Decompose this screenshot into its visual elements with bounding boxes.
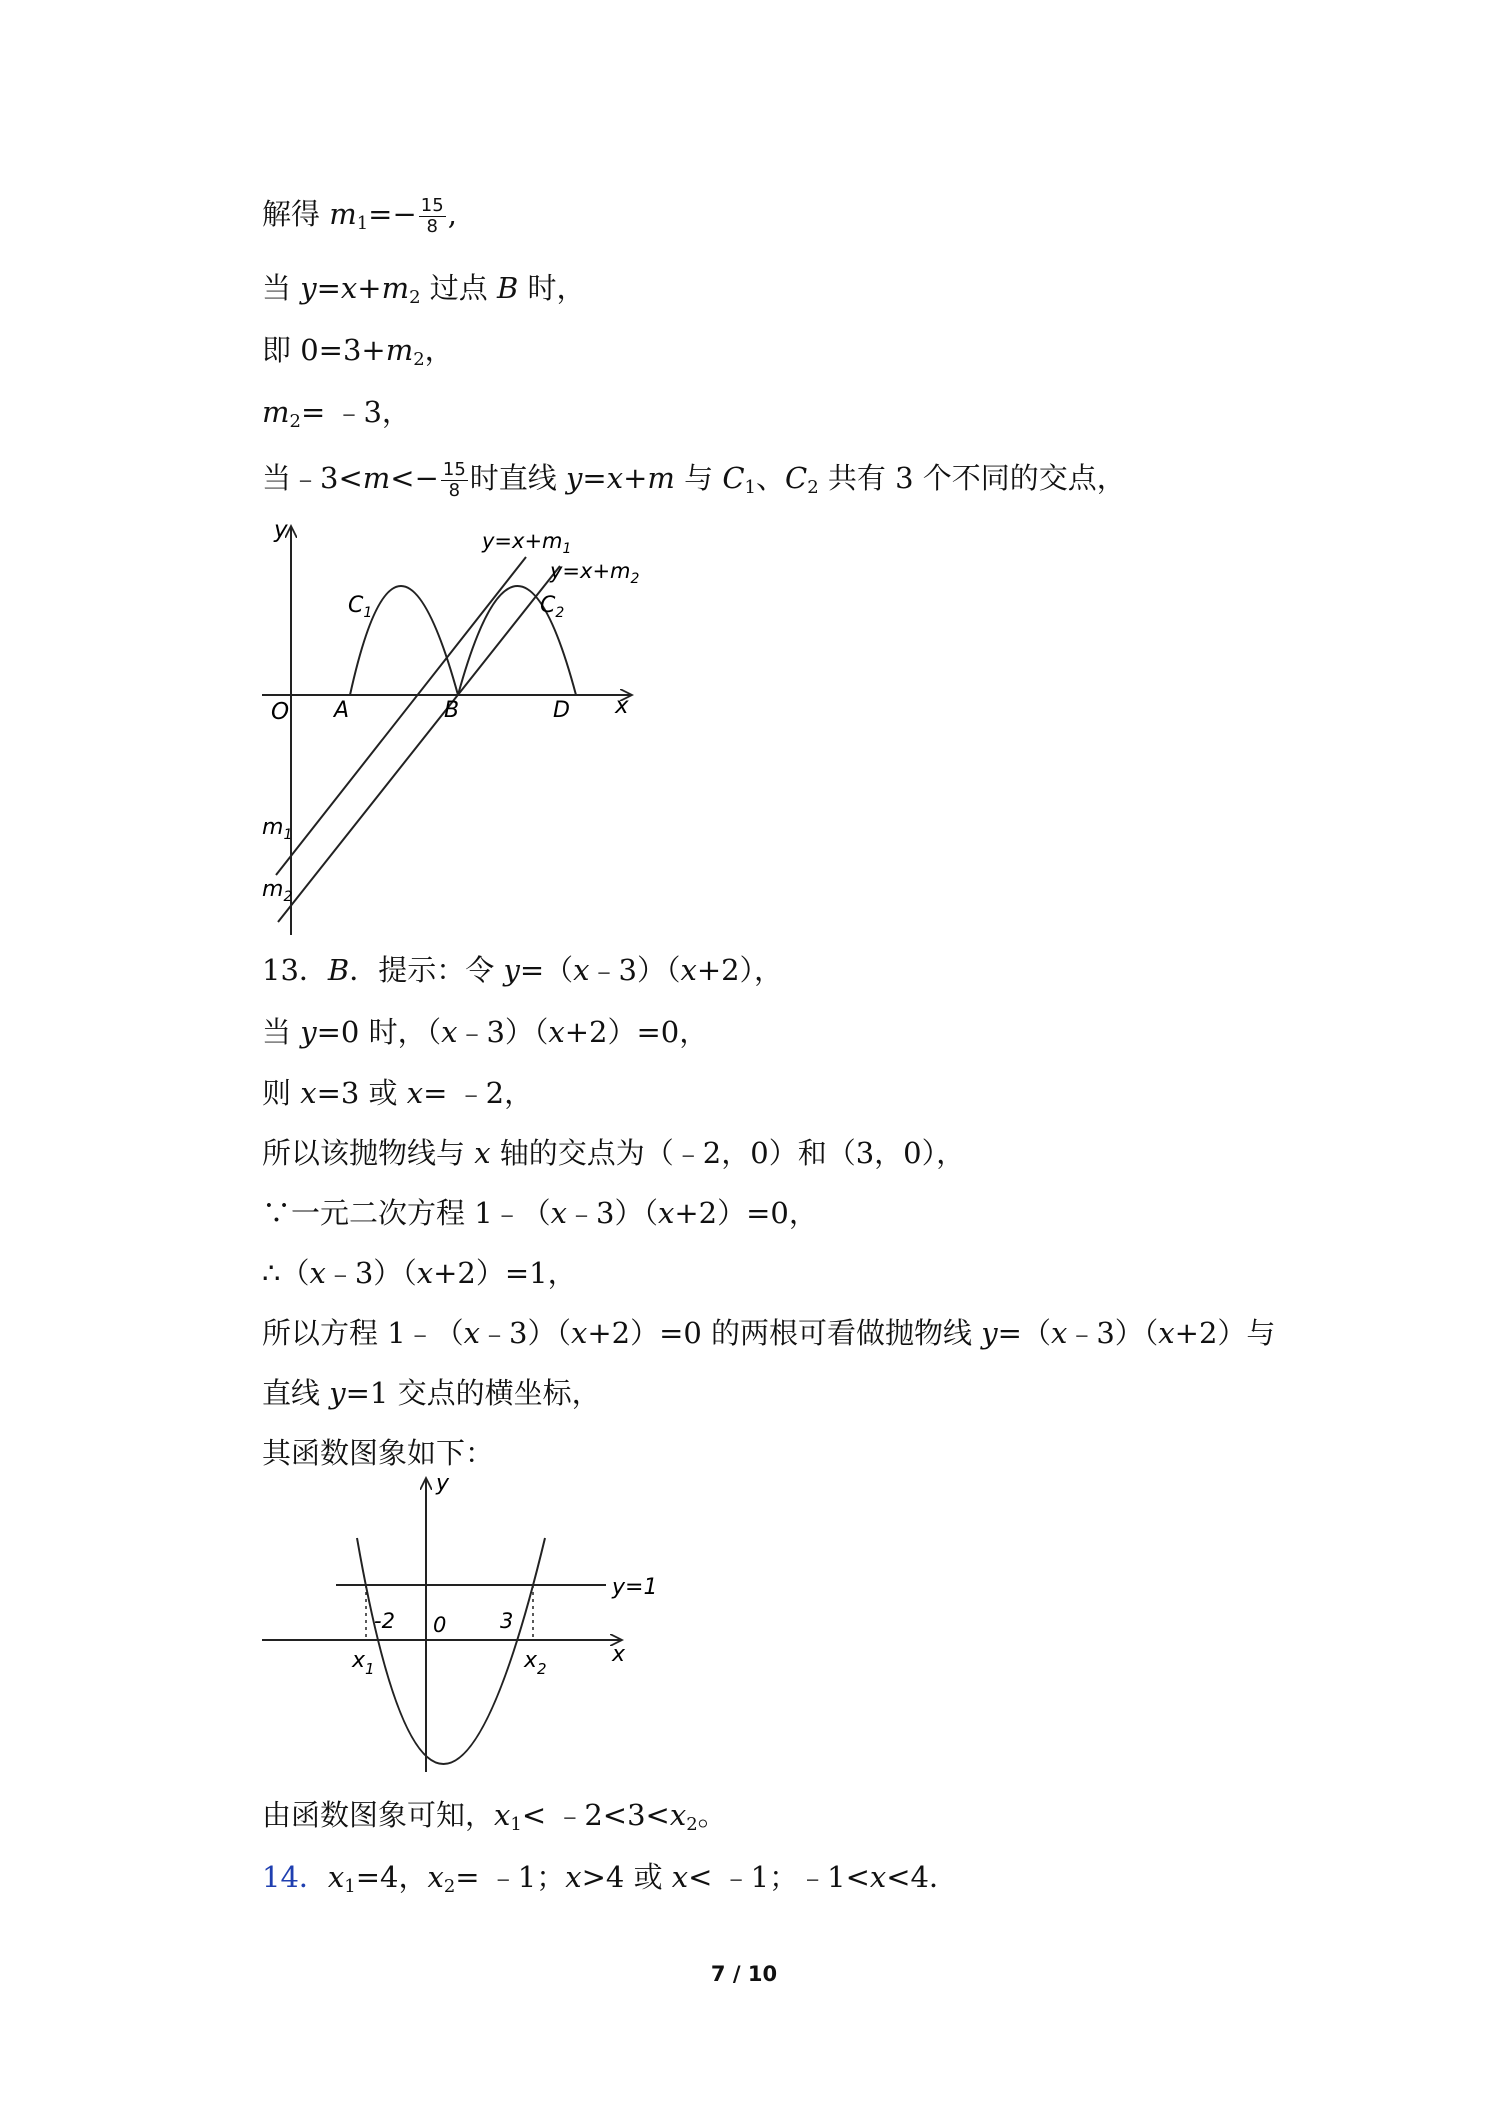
text: 时直线 (469, 461, 566, 495)
var-x: x (463, 1316, 481, 1350)
text: < ﹣1；﹣1< (688, 1860, 870, 1894)
text: 、 (755, 461, 785, 495)
text: 当 (262, 271, 301, 305)
text: ﹣3）（ (1067, 1316, 1159, 1350)
text: +2）与 (1174, 1316, 1276, 1350)
text: = (368, 197, 393, 231)
var-m: m (329, 197, 357, 231)
text: 过点 (420, 271, 497, 305)
text-line-15 (262, 1795, 727, 1845)
text: = ﹣1； (455, 1860, 566, 1894)
text: 。 (697, 1798, 727, 1832)
var-x: x (869, 1860, 887, 1894)
var-y: y (566, 461, 583, 495)
subscript: 2 (409, 287, 421, 308)
subscript: 2 (289, 411, 301, 432)
var-m: m (385, 333, 414, 367)
text: ﹣3）（ (457, 1015, 549, 1049)
fraction (419, 196, 446, 237)
subscript: 2 (686, 1814, 698, 1835)
text-line-2 (262, 268, 586, 318)
text-line-8 (262, 1073, 533, 1113)
text: +2）=0， (674, 1196, 818, 1230)
label-m1: $m_1$ (262, 815, 293, 843)
var-b: B (496, 271, 519, 305)
var-x: x (1158, 1316, 1175, 1350)
text: 13． (262, 953, 328, 987)
text-line-13 (262, 1373, 601, 1413)
text-line-1 (262, 194, 457, 244)
label-point-b: B (444, 698, 460, 723)
text: ∴（ (262, 1256, 310, 1290)
label-line-m2: $y=x+m_2$ (550, 559, 640, 587)
var-x: x (1050, 1316, 1068, 1350)
label-m2: $m_2$ (262, 877, 293, 905)
text: 所以该抛物线与 (262, 1136, 475, 1170)
var-y: y (981, 1316, 998, 1350)
text: ﹣3）（ (589, 953, 681, 987)
text: 与 (674, 461, 723, 495)
var-x: x (309, 1256, 326, 1290)
label-curve-c2: $C_2$ (540, 593, 565, 621)
var-m: m (647, 461, 675, 495)
label-x-axis: x (615, 693, 629, 719)
page-number: 7 / 10 (710, 1962, 778, 1986)
text-line-16 (262, 1857, 958, 1907)
text: 直线 (262, 1376, 330, 1410)
var-x: x (427, 1860, 444, 1894)
var-y: y (300, 271, 317, 305)
text: 即 0=3+ (262, 333, 386, 367)
text-line-7 (262, 1012, 708, 1052)
var-x: x (300, 1076, 317, 1110)
text: 由函数图象可知， (262, 1798, 495, 1832)
var-c: C (722, 461, 745, 495)
text-line-6 (262, 950, 783, 990)
text: ﹣3）（ (480, 1316, 571, 1350)
text: ．提示：令 (349, 953, 504, 987)
var-m: m (262, 395, 290, 429)
label-x2: $x_2$ (524, 1648, 547, 1678)
subscript: 1 (344, 1876, 356, 1897)
label-line-m1: $y=x+m_1$ (482, 529, 572, 557)
subscript: 1 (356, 213, 369, 234)
curve-c1 (350, 586, 458, 695)
text: +2）=0 的两根可看做抛物线 (587, 1316, 982, 1350)
text: + (357, 271, 382, 305)
fraction-numerator: 15 (442, 458, 466, 480)
var-x: x (680, 953, 697, 987)
text: 当﹣3< (262, 461, 363, 495)
text: 当 (262, 1015, 301, 1049)
line-y-x-m2 (278, 566, 560, 922)
label-curve-c1: $C_1$ (348, 593, 373, 621)
var-x: x (671, 1860, 689, 1894)
text: =4， (355, 1860, 428, 1894)
text-line-11 (262, 1253, 577, 1293)
var-y: y (503, 953, 520, 987)
tick-0: 0 (433, 1613, 447, 1637)
text: 时， (518, 271, 586, 305)
fraction-denominator: 8 (448, 479, 461, 501)
text: +2）， (696, 953, 784, 987)
text: =（ (997, 1316, 1051, 1350)
label-point-a: A (334, 698, 350, 723)
var-b: B (327, 953, 350, 987)
subscript: 1 (744, 477, 756, 498)
text-line-3 (262, 330, 454, 380)
var-x: x (406, 1076, 424, 1110)
var-x: x (548, 1015, 565, 1049)
text: =（ (519, 953, 574, 987)
curve-c2 (458, 586, 576, 695)
subscript: 2 (413, 349, 425, 370)
text: =1 交点的横坐标， (345, 1376, 601, 1410)
subscript: 2 (807, 477, 819, 498)
text: <4． (886, 1860, 958, 1894)
label-x1: $x_1$ (352, 1648, 375, 1678)
text: >4 或 (581, 1860, 672, 1894)
text: 共有 3 个不同的交点， (818, 461, 1126, 495)
text: = ﹣3， (300, 395, 411, 429)
label-point-d: D (553, 698, 570, 723)
var-x: x (474, 1136, 491, 1170)
text: +2）=1， (433, 1256, 577, 1290)
text: +2）=0， (564, 1015, 709, 1049)
text: < (390, 461, 415, 495)
var-c: C (784, 461, 808, 495)
text-line-4 (262, 392, 411, 442)
var-x: x (494, 1798, 511, 1832)
text: < ﹣2<3< (521, 1798, 670, 1832)
var-x: x (565, 1860, 582, 1894)
line-y-x-m1 (276, 557, 526, 875)
text: =3 或 (316, 1076, 407, 1110)
fraction-numerator: 15 (420, 194, 444, 216)
tick-neg2: -2 (374, 1609, 395, 1633)
minus-sign: − (392, 197, 417, 231)
subscript: 2 (443, 1876, 456, 1897)
text-line-10 (262, 1193, 818, 1233)
text: = (316, 271, 341, 305)
figure-parabola-and-line (255, 1470, 675, 1780)
text-line-14 (262, 1433, 494, 1473)
var-x: x (570, 1316, 588, 1350)
text: ﹣3）（ (325, 1256, 417, 1290)
label-origin: O (271, 699, 290, 725)
var-y: y (300, 1015, 317, 1049)
label-x-axis: x (612, 1642, 626, 1667)
var-x: x (657, 1196, 675, 1230)
var-x: x (340, 271, 358, 305)
var-x: x (550, 1196, 568, 1230)
fraction-denominator: 8 (426, 215, 438, 237)
text: = ﹣2， (423, 1076, 534, 1110)
text: =0 时，（ (316, 1015, 442, 1049)
text: 则 (262, 1076, 301, 1110)
text-line-5 (262, 458, 1126, 508)
parabola (357, 1538, 545, 1764)
question-number: 14． (262, 1860, 328, 1894)
subscript: 1 (510, 1814, 522, 1835)
text: ∵一元二次方程 1﹣（ (262, 1196, 551, 1230)
text: ， (424, 333, 454, 367)
fraction (441, 460, 468, 501)
label-line-y-1: y=1 (612, 1575, 658, 1600)
var-x: x (669, 1798, 687, 1832)
text-line-9 (262, 1133, 965, 1173)
text: 解得 (262, 197, 330, 231)
var-m: m (362, 461, 391, 495)
text: , (447, 197, 457, 231)
var-x: x (606, 461, 624, 495)
text: 其函数图象如下： (262, 1436, 495, 1470)
minus-sign: − (414, 461, 439, 495)
var-x: x (416, 1256, 434, 1290)
text: ﹣3）（ (567, 1196, 658, 1230)
text-line-12 (262, 1313, 1275, 1353)
text: + (623, 461, 648, 495)
figure-parabolas-and-lines (255, 510, 655, 940)
var-y: y (329, 1376, 346, 1410)
var-x: x (573, 953, 590, 987)
var-m: m (381, 271, 410, 305)
text: = (582, 461, 607, 495)
var-x: x (327, 1860, 345, 1894)
label-y-axis: y (274, 517, 288, 543)
text: 所以方程 1﹣（ (262, 1316, 464, 1350)
tick-3: 3 (500, 1609, 514, 1633)
label-y-axis: y (436, 1471, 450, 1496)
var-x: x (441, 1015, 458, 1049)
text: 轴的交点为（﹣2，0）和（3，0）， (490, 1136, 966, 1170)
